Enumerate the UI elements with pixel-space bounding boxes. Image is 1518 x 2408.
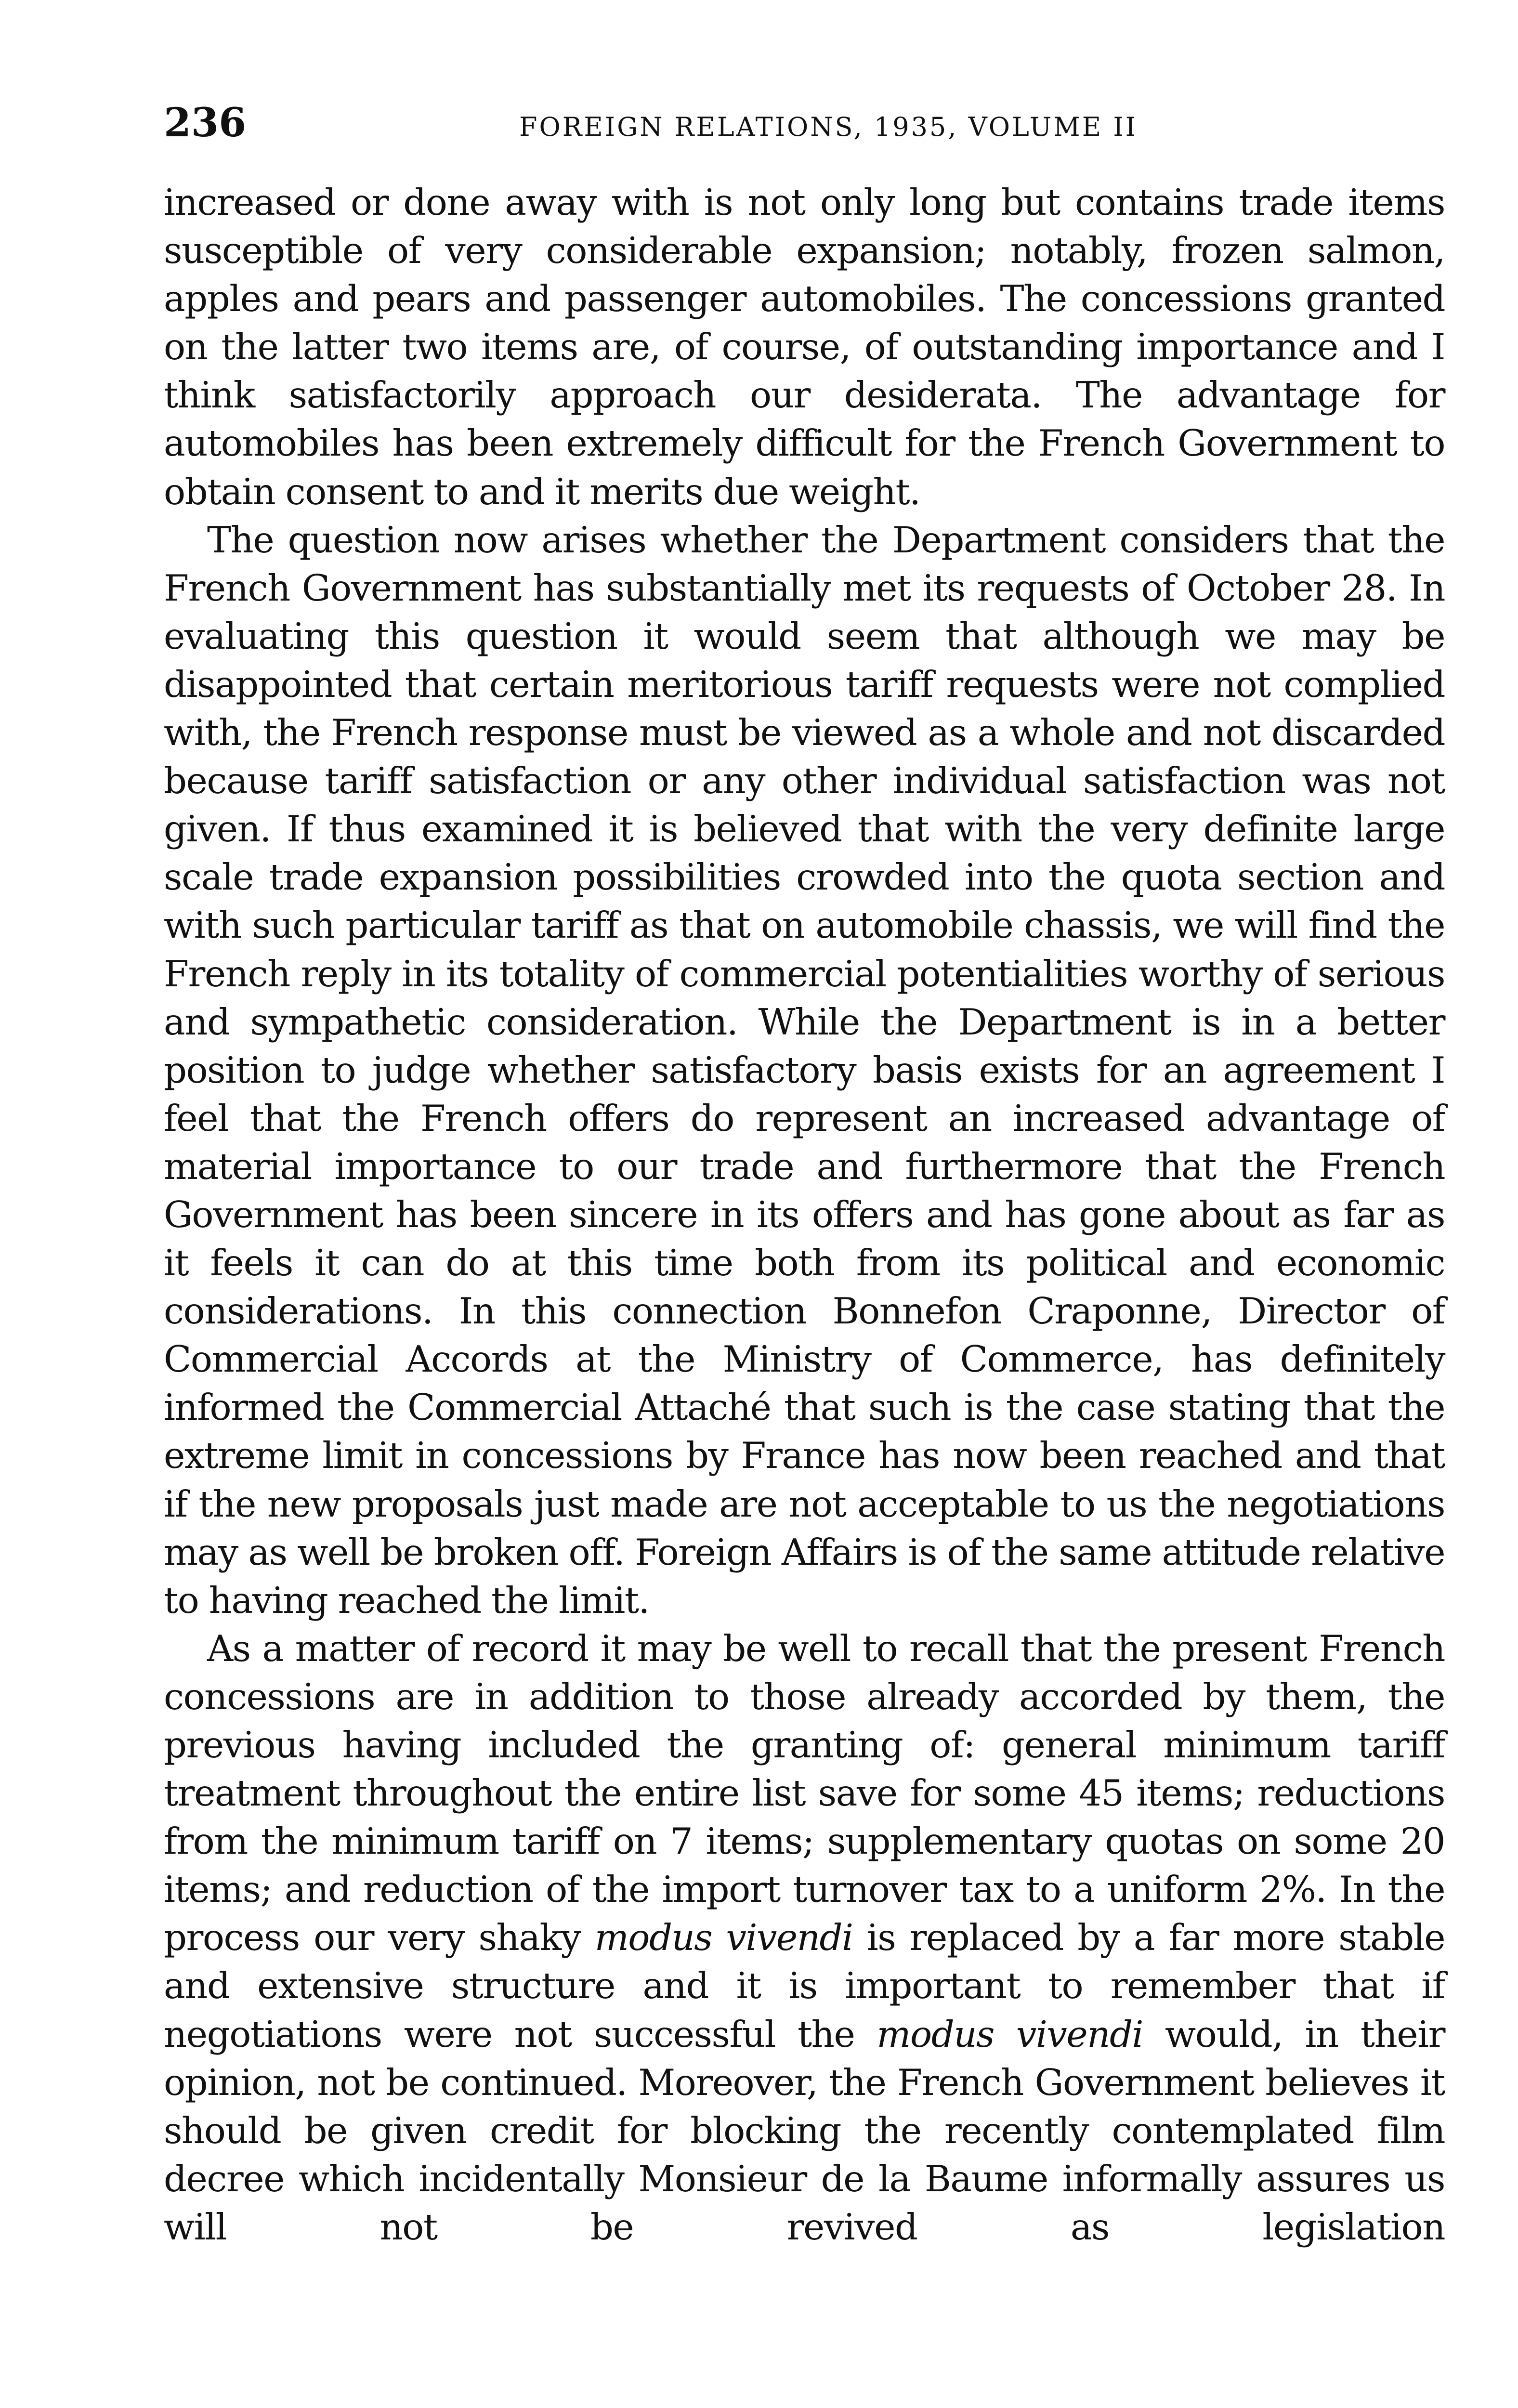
- paragraph-text: is replaced by a far more stable and extensive structure and it is important to remember that if negotiations were not successful the: [164, 1916, 1445, 2055]
- paragraph-text: The question now arises whether the Department considers that the French Government has substantially met its requests of October 28. In evaluating this question it would seem that although we may be disappointed that certain meritorious tariff requests were not complied with, the French response must be viewed as a whole and not discarded because tariff satisfaction or any other individual satisfaction was not given. If thus examined it is believed that with the very definite large scale trade expansion possibilities crowded into the quota section and with such particular tariff as that on automobile chassis, we will find the French reply in its totality of commercial potentialities worthy of serious and sympathetic consideration. While the Department is in a better position to judge whether satisfactory basis exists for an agreement I feel that the French offers do represent an increased advantage of material importance to our trade and furthermore that the French Government has been sincere in its offers and has gone about as far as it feels it can do at this time both from its political and economic considerations. In this connection Bonnefon Craponne, Director of Commercial Accords at the Ministry of Commerce, has definitely informed the Commercial Attaché that such is the case stating that the extreme limit in concessions by France has now been reached and that if the new proposals just made are not acceptable to us the negotiations may as well be broken off. Foreign Affairs is of the same attitude relative to having reached the limit.: [164, 518, 1445, 1622]
- paragraph-department-question: [164, 516, 1445, 1624]
- paragraph-continuation: [164, 178, 1445, 516]
- italic-term: modus vivendi: [594, 1916, 853, 1959]
- paragraph-text: would, in their opinion, not be continued. Moreover, the French Government believes it should be given credit for blocking the recently contemplated film decree which incidentally Monsieur de la Baume informally assures us will not be revived as legislation: [164, 2013, 1445, 2248]
- paragraph-matter-of-record: [164, 1624, 1445, 2251]
- italic-term: modus vivendi: [877, 2013, 1143, 2055]
- paragraph-text: As a matter of record it may be well to recall that the present French concessions are in addition to those already accorded by them, the previous having included the granting of: general minimum tariff treatment throughout the entire list save for some 45 items; reductions from the minimum tariff on 7 items; supplementary quotas on some 20 items; and reduction of the import turnover tax to a uniform 2%. In the process our very shaky: [164, 1627, 1445, 1959]
- running-head: FOREIGN RELATIONS, 1935, VOLUME II: [519, 112, 1138, 142]
- page-number: 236: [164, 100, 247, 146]
- body-text: [164, 178, 1445, 2251]
- paragraph-text: increased or done away with is not only long but contains trade items susceptible of very considerable expansion; notably, frozen salmon, apples and pears and passenger automobiles. The concessions granted on the latter two items are, of course, of outstanding importance and I think satisfactorily approach our desiderata. The advantage for automobiles has been extremely difficult for the French Government to obtain consent to and it merits due weight.: [164, 181, 1445, 513]
- page-header: [164, 96, 1445, 154]
